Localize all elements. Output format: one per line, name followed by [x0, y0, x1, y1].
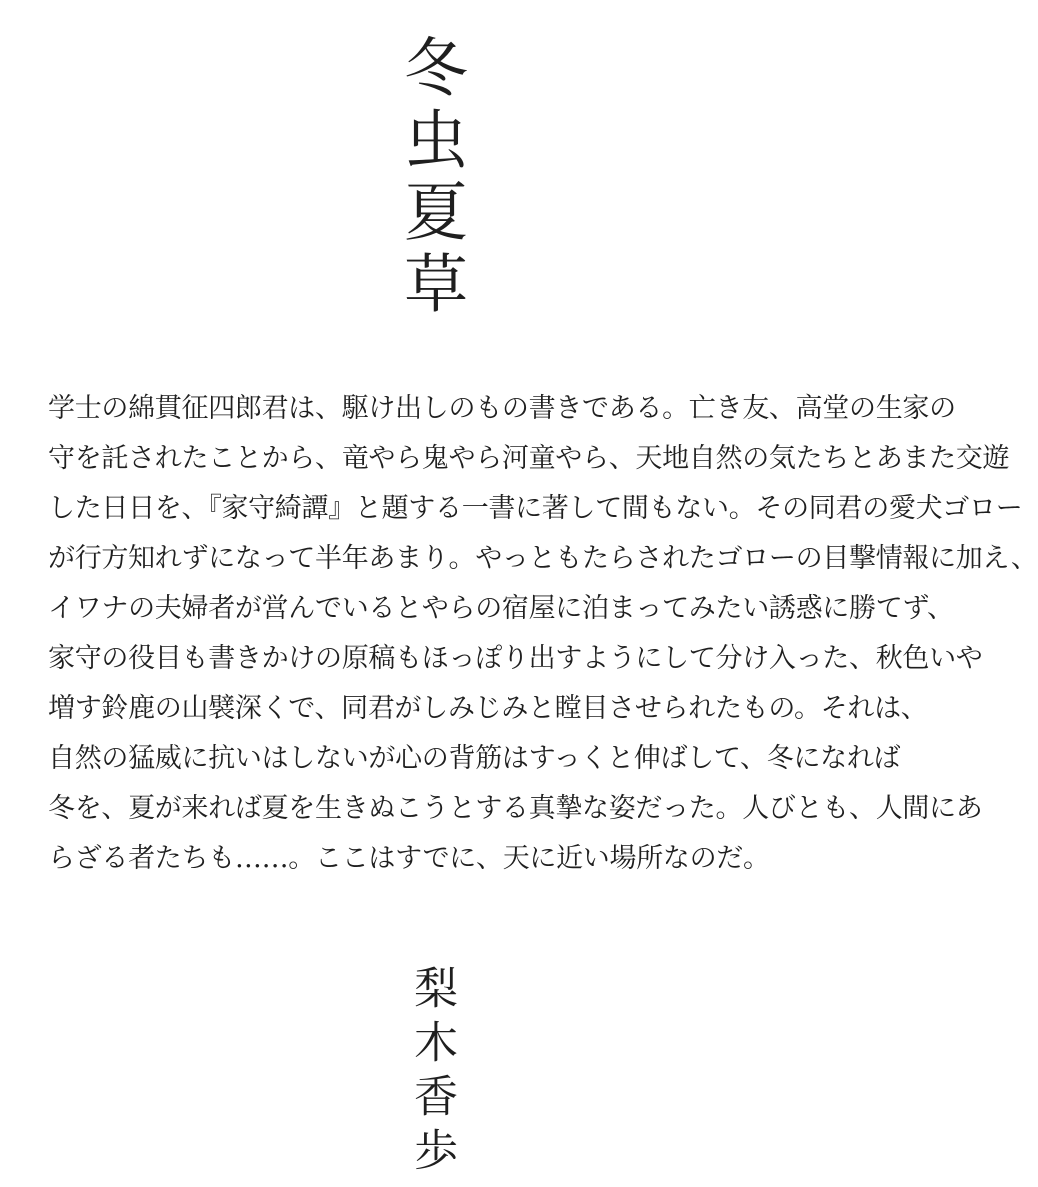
synopsis-line: らざる者たちも……。ここはすでに、天に近い場所なのだ。 [48, 843, 770, 874]
synopsis-line: 学士の綿貫征四郎君は、駆け出しのもの書きである。亡き友、高堂の生家の [48, 393, 956, 424]
synopsis-line: 守を託されたことから、竜やら鬼やら河童やら、天地自然の気たちとあまた交遊 [48, 443, 1010, 474]
synopsis-line: 家守の役目も書きかけの原稿もほっぽり出すようにして分け入った、秋色いや [48, 643, 983, 674]
synopsis-line: 自然の猛威に抗いはしないが心の背筋はすっくと伸ばして、冬になれば [48, 743, 901, 774]
synopsis-line: した日日を、『家守綺譚』と題する一書に著して間もない。その同君の愛犬ゴロー [48, 493, 1023, 524]
synopsis-line: が行方知れずになって半年あまり。やっともたらされたゴローの目撃情報に加え、 [48, 543, 1038, 574]
synopsis-line: 冬を、夏が来れば夏を生きぬこうとする真摯な姿だった。人びとも、人間にあ [48, 793, 983, 824]
synopsis-text [48, 384, 1038, 884]
synopsis-line: イワナの夫婦者が営んでいるとやらの宿屋に泊まってみたい誘惑に勝てず、 [48, 593, 954, 624]
synopsis-line: 増す鈴鹿の山襞深くで、同君がしみじみと瞠目させられたもの。それは、 [48, 693, 928, 724]
author-name: 梨木香歩 [406, 965, 457, 1181]
book-title: 冬虫夏草 [393, 34, 467, 322]
